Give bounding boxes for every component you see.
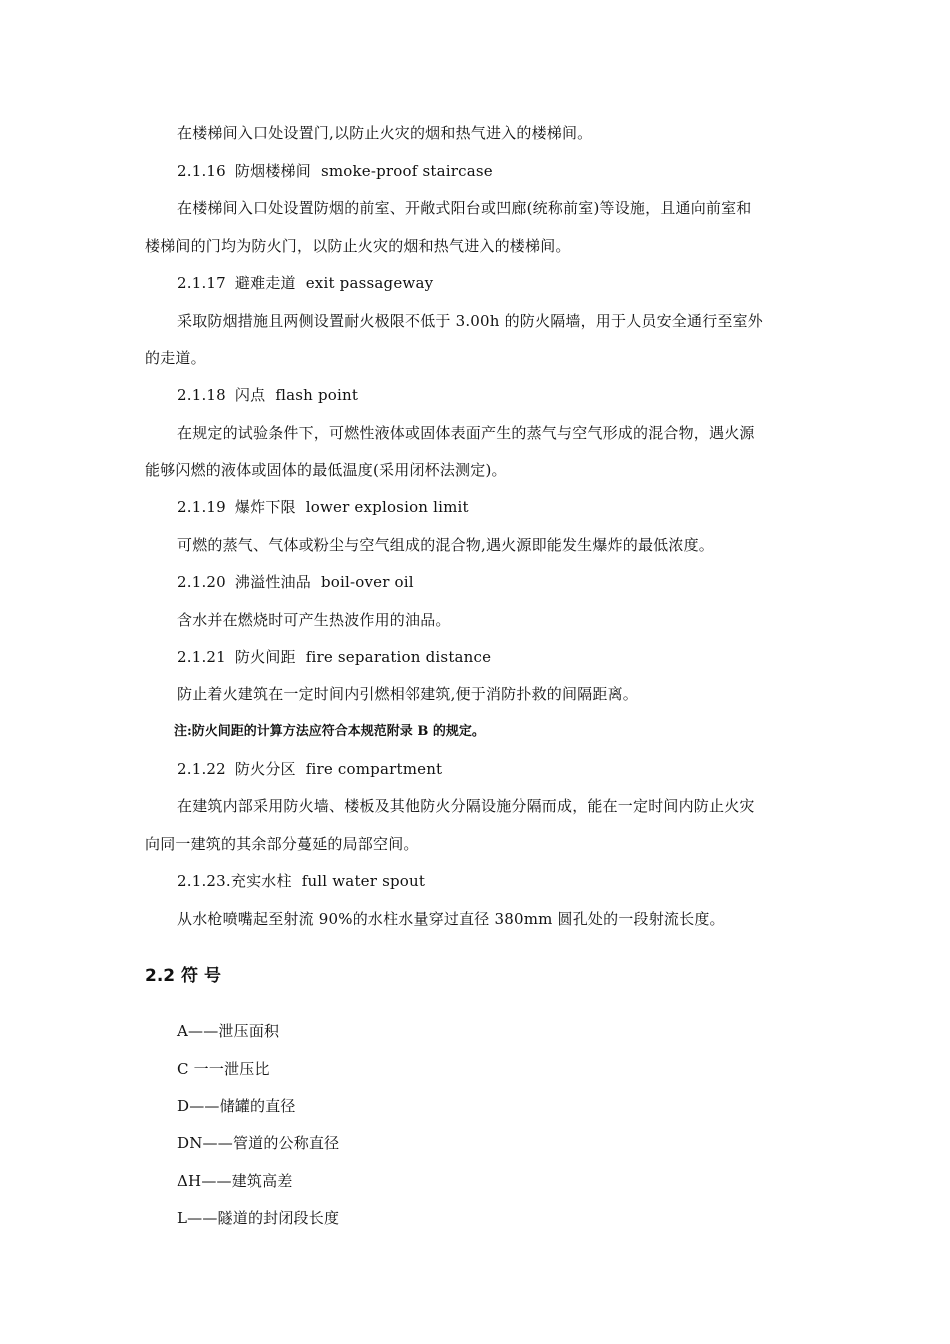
term-2-1-19: [177, 497, 469, 517]
paragraph: 在楼梯间入口处设置门,以防止火灾的烟和热气进入的楼梯间。: [177, 124, 593, 142]
term-en: full water spout: [301, 872, 426, 890]
term-en: flash point: [275, 386, 359, 404]
term-number: 2.1.18: [177, 386, 226, 404]
note: 注:防火间距的计算方法应符合本规范附录 B 的规定。: [174, 724, 485, 739]
symbol-item: C 一一泄压比: [177, 1060, 270, 1078]
paragraph-continuation: 楼梯间的门均为防火门，以防止火灾的烟和热气进入的楼梯间。: [145, 237, 571, 255]
paragraph: 采取防烟措施且两侧设置耐火极限不低于 3.00h 的防火隔墙，用于人员安全通行至室外: [177, 312, 763, 330]
term-en: boil-over oil: [320, 573, 414, 591]
term-2-1-21: [177, 647, 491, 667]
paragraph: 在建筑内部采用防火墙、楼板及其他防火分隔设施分隔而成，能在一定时间内防止火灾: [177, 797, 755, 815]
term-2-1-23: [177, 871, 425, 891]
paragraph: 可燃的蒸气、气体或粉尘与空气组成的混合物,遇火源即能发生爆炸的最低浓度。: [177, 536, 714, 554]
symbol-item: A——泄压面积: [177, 1022, 280, 1040]
section-heading: 2.2 符 号: [145, 966, 221, 986]
paragraph-continuation: 的走道。: [145, 349, 206, 367]
paragraph-continuation: 向同一建筑的其余部分蔓延的局部空间。: [145, 835, 419, 853]
symbol-item: D——储罐的直径: [177, 1097, 296, 1115]
term-2-1-20: [177, 572, 414, 592]
term-number: 2.1.23.充实水柱: [177, 872, 292, 890]
term-2-1-17: [177, 273, 433, 293]
paragraph: 在规定的试验条件下，可燃性液体或固体表面产生的蒸气与空气形成的混合物，遇火源: [177, 424, 755, 442]
term-cn: 闪点: [234, 386, 266, 404]
term-en: exit passageway: [305, 274, 434, 292]
term-number: 2.1.20: [177, 573, 226, 591]
term-cn: 防火间距: [234, 648, 296, 666]
term-cn: 爆炸下限: [234, 498, 296, 516]
term-en: fire compartment: [305, 760, 443, 778]
term-number: 2.1.19: [177, 498, 226, 516]
term-cn: 避难走道: [234, 274, 296, 292]
term-cn: 防火分区: [234, 760, 296, 778]
term-en: lower explosion limit: [305, 498, 469, 516]
paragraph-continuation: 能够闪燃的液体或固体的最低温度(采用闭杯法测定)。: [145, 461, 507, 479]
paragraph: 防止着火建筑在一定时间内引燃相邻建筑,便于消防扑救的间隔距离。: [177, 685, 638, 703]
symbol-item: L——隧道的封闭段长度: [177, 1209, 340, 1227]
term-en: fire separation distance: [305, 648, 492, 666]
symbol-item: DN——管道的公称直径: [177, 1134, 340, 1152]
term-number: 2.1.22: [177, 760, 226, 778]
term-number: 2.1.16: [177, 162, 226, 180]
term-cn: 防烟楼梯间: [234, 162, 311, 180]
term-cn: 沸溢性油品: [234, 573, 311, 591]
term-en: smoke-proof staircase: [320, 162, 493, 180]
term-2-1-16: [177, 161, 493, 181]
term-2-1-22: [177, 759, 442, 779]
term-number: 2.1.21: [177, 648, 226, 666]
symbol-item: ΔH——建筑高差: [177, 1172, 293, 1190]
paragraph: 在楼梯间入口处设置防烟的前室、开敞式阳台或凹廊(统称前室)等设施，且通向前室和: [177, 199, 752, 217]
term-number: 2.1.17: [177, 274, 226, 292]
term-2-1-18: [177, 385, 358, 405]
paragraph: 从水枪喷嘴起至射流 90%的水柱水量穿过直径 380mm 圆孔处的一段射流长度。: [177, 910, 725, 928]
paragraph: 含水并在燃烧时可产生热波作用的油品。: [177, 611, 451, 629]
